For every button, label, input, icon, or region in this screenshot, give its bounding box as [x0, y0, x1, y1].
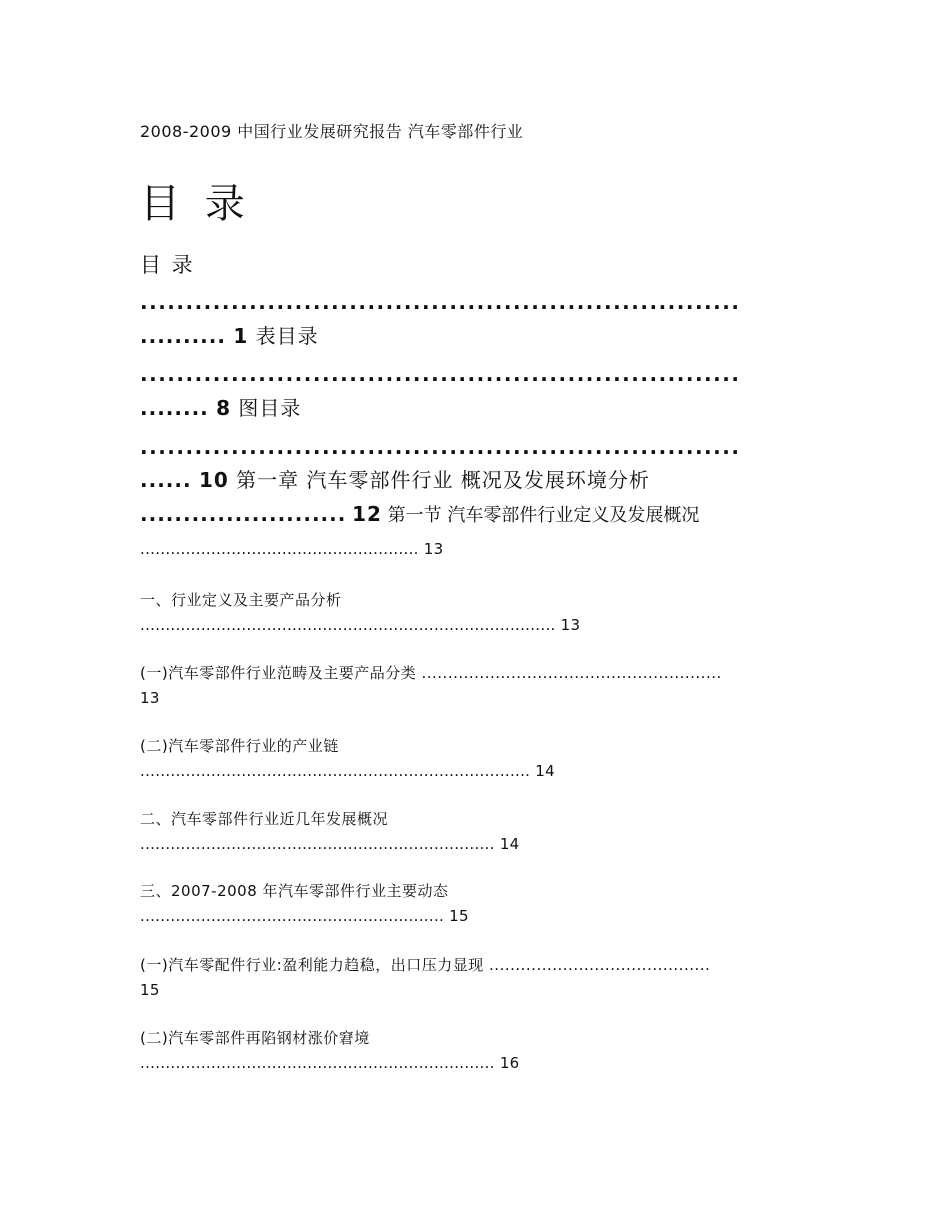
toc-leader-line: ...................................................................... 16	[140, 1054, 520, 1072]
toc-entry-title[interactable]: 二、汽车零部件行业近几年发展概况	[140, 810, 389, 828]
toc-entry-title[interactable]: 三、2007-2008 年汽车零部件行业主要动态	[140, 882, 449, 900]
toc-leader-line: ..................................................................	[140, 435, 741, 459]
toc-entry-title: 第一章 汽车零部件行业 概况及发展环境分析	[236, 468, 650, 492]
toc-entry-section-1[interactable]	[140, 501, 699, 527]
report-header: 2008-2009 中国行业发展研究报告 汽车零部件行业	[140, 122, 524, 141]
toc-entry-title[interactable]: (二)汽车零部件再陷钢材涨价窘境	[140, 1029, 370, 1047]
toc-leader-line: ............................................................................. 14	[140, 762, 555, 780]
toc-leader-line: 15	[140, 981, 160, 999]
toc-page-number: 8	[216, 396, 232, 420]
toc-label: 目 录	[140, 253, 195, 277]
toc-page-number: 10	[198, 468, 229, 492]
toc-leader-dots: ........	[140, 396, 209, 420]
page-title: 目 录	[140, 181, 251, 227]
toc-leader-dots: ..........	[140, 324, 226, 348]
toc-leader-line: ...................................................................... 14	[140, 835, 520, 853]
toc-leader-line: ..................................................................	[140, 362, 741, 386]
toc-entry-title: 第一节 汽车零部件行业定义及发展概况	[387, 505, 700, 526]
toc-leader-line: ....................................................... 13	[140, 540, 444, 558]
toc-entry-title[interactable]: (一)汽车零配件行业:盈利能力趋稳，出口压力显现 ..........................................	[140, 956, 711, 974]
toc-leader-dots: ........................	[140, 502, 347, 526]
toc-page-number: 12	[352, 502, 382, 526]
toc-leader-line: ..................................................................	[140, 290, 741, 314]
toc-entry-title: 表目录	[255, 324, 319, 348]
toc-entry-title[interactable]: (一)汽车零部件行业范畴及主要产品分类 .........................................................	[140, 664, 722, 682]
toc-entry-title[interactable]: (二)汽车零部件行业的产业链	[140, 737, 339, 755]
toc-page-number: 1	[233, 324, 249, 348]
toc-leader-line: ............................................................ 15	[140, 907, 469, 925]
toc-leader-line: .................................................................................. 13	[140, 616, 581, 634]
toc-entry-title[interactable]: 一、行业定义及主要产品分析	[140, 591, 342, 609]
toc-entry-figure-list[interactable]	[140, 392, 301, 421]
toc-entry-chapter-1[interactable]	[140, 464, 650, 493]
toc-leader-line: 13	[140, 689, 160, 707]
toc-leader-dots: ......	[140, 468, 192, 492]
toc-entry-table-list[interactable]	[140, 320, 319, 349]
toc-entry-title: 图目录	[238, 396, 302, 420]
